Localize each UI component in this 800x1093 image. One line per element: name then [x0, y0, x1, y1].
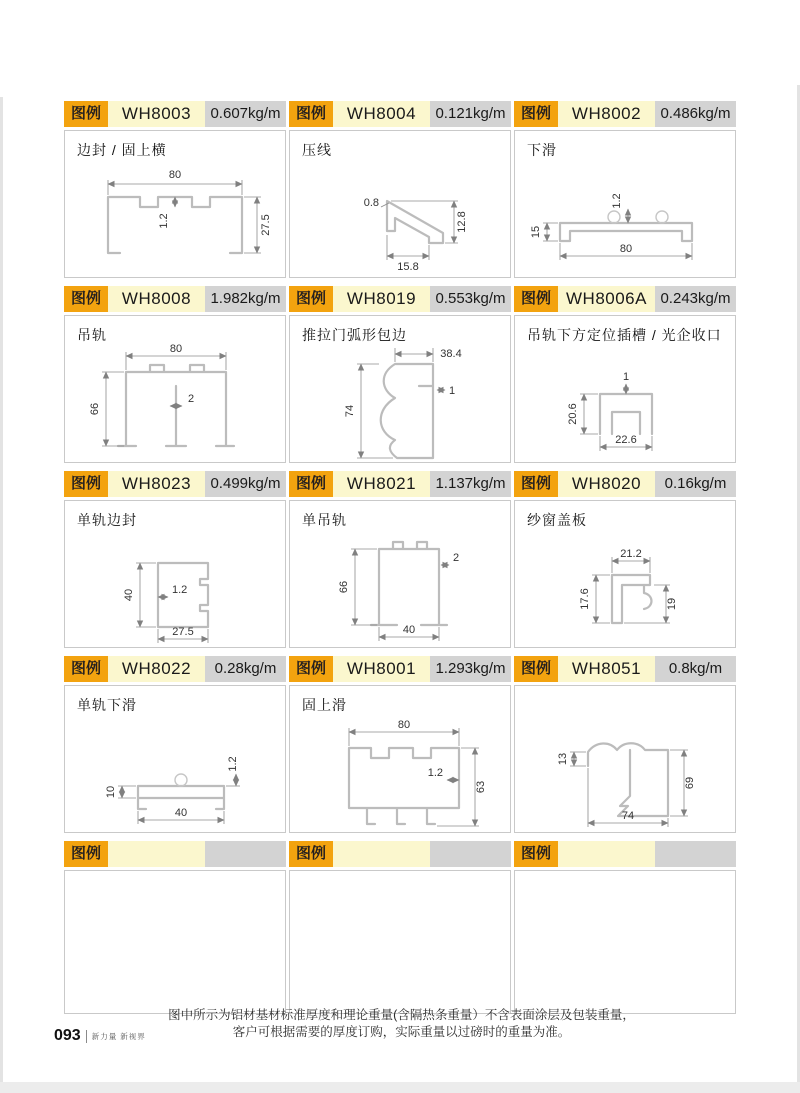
card-header	[289, 656, 511, 682]
dim-label-left: 17.6	[579, 588, 591, 610]
empty-card	[514, 841, 736, 1014]
profile-drawing	[291, 527, 509, 645]
profile-drawing	[66, 527, 284, 645]
legend-cell: 图例	[64, 101, 108, 127]
catalog-card	[514, 656, 736, 833]
dim-label-left: 74	[344, 404, 356, 418]
profile-drawing	[66, 342, 284, 460]
model-cell-empty	[333, 841, 430, 867]
dim-label-top: 80	[397, 719, 411, 731]
dim-label-bottom: 40	[174, 807, 188, 819]
profile-title: 推拉门弧形包边	[302, 327, 407, 343]
profile-title: 压线	[302, 142, 332, 158]
model-cell-empty	[558, 841, 655, 867]
weight-cell: 0.8kg/m	[655, 656, 736, 682]
weight-cell: 0.607kg/m	[205, 101, 286, 127]
dim-label-top: 1	[622, 371, 630, 383]
weight-cell: 1.982kg/m	[205, 286, 286, 312]
card-header	[514, 471, 736, 497]
weight-cell: 1.137kg/m	[430, 471, 511, 497]
profile-drawing	[516, 157, 734, 275]
model-cell: WH8051	[558, 656, 655, 682]
card-header	[289, 101, 511, 127]
legend-cell: 图例	[289, 656, 333, 682]
page-number-divider	[86, 1030, 87, 1043]
legend-cell: 图例	[289, 841, 333, 867]
weight-cell: 0.28kg/m	[205, 656, 286, 682]
dim-label-top: 80	[168, 169, 182, 181]
dim-label-top: 21.2	[620, 548, 642, 560]
card-header	[289, 471, 511, 497]
profile-title: 单轨边封	[77, 512, 137, 528]
card-body	[64, 685, 286, 833]
card-header	[64, 841, 286, 867]
weight-cell: 0.243kg/m	[655, 286, 736, 312]
dim-label-left: 0.8	[363, 197, 379, 209]
dim-label-mid: 1.2	[427, 767, 443, 779]
card-body	[289, 130, 511, 278]
model-cell: WH8003	[108, 101, 205, 127]
page-number: 093	[54, 1027, 81, 1044]
model-cell: WH8002	[558, 101, 655, 127]
card-body	[289, 500, 511, 648]
dim-label-left: 10	[105, 785, 117, 799]
dim-label-bottom: 27.5	[172, 626, 194, 638]
card-body	[514, 685, 736, 833]
profile-title: 吊轨	[77, 327, 107, 343]
model-cell: WH8008	[108, 286, 205, 312]
catalog-card	[514, 286, 736, 463]
dim-label-right: 27.5	[260, 214, 272, 236]
dim-label-left: 20.6	[567, 403, 579, 425]
card-body	[514, 130, 736, 278]
profile-title: 边封 / 固上横	[77, 142, 167, 158]
catalog-card	[514, 471, 736, 648]
profile-drawing	[516, 527, 734, 645]
legend-cell: 图例	[514, 841, 558, 867]
dim-label-left: 15	[530, 225, 542, 239]
dim-label-mid: 2	[188, 393, 195, 405]
catalog-card	[289, 471, 511, 648]
legend-cell: 图例	[514, 656, 558, 682]
page-edge-shadow-bottom	[0, 1082, 800, 1093]
catalog-card	[289, 101, 511, 278]
dim-label-top: 80	[169, 343, 183, 355]
legend-cell: 图例	[64, 841, 108, 867]
footer-note-line2: 客户可根据需要的厚度订购，实际重量以过磅时的重量为准。	[232, 1025, 571, 1039]
dim-label-mid: 1.2	[227, 756, 239, 772]
legend-cell: 图例	[289, 471, 333, 497]
profile-title: 固上滑	[302, 697, 347, 713]
dim-label-bottom: 40	[402, 624, 416, 636]
legend-cell: 图例	[514, 101, 558, 127]
model-cell: WH8023	[108, 471, 205, 497]
card-header	[64, 656, 286, 682]
card-body	[514, 315, 736, 463]
dim-label-mid: 1.2	[611, 193, 623, 209]
card-header	[514, 101, 736, 127]
weight-cell: 0.121kg/m	[430, 101, 511, 127]
card-header	[514, 656, 736, 682]
legend-cell: 图例	[64, 471, 108, 497]
profile-drawing	[291, 342, 509, 460]
model-cell: WH8004	[333, 101, 430, 127]
catalog-card	[64, 101, 286, 278]
catalog-card	[514, 101, 736, 278]
catalog-card	[64, 471, 286, 648]
catalog-card	[64, 656, 286, 833]
legend-cell: 图例	[64, 656, 108, 682]
weight-cell: 1.293kg/m	[430, 656, 511, 682]
dim-label-top: 38.4	[440, 348, 462, 360]
catalog-card	[289, 656, 511, 833]
dim-label-left: 40	[123, 588, 135, 602]
weight-cell-empty	[205, 841, 286, 867]
card-body	[289, 315, 511, 463]
weight-cell-empty	[430, 841, 511, 867]
footer-note-line1: 图中所示为铝材基材标准厚度和理论重量(含隔热条重量）不含表面涂层及包装重量，	[168, 1008, 635, 1022]
empty-card	[64, 841, 286, 1014]
card-header	[514, 286, 736, 312]
dim-label-left: 66	[89, 402, 101, 416]
page-edge-shadow-left	[0, 97, 3, 1093]
model-cell: WH8021	[333, 471, 430, 497]
profile-title: 下滑	[527, 142, 557, 158]
profile-drawing	[66, 712, 284, 830]
dim-label-mid: 1.2	[172, 584, 188, 596]
profile-title: 单轨下滑	[77, 697, 137, 713]
dim-label-mid: 1.2	[158, 213, 170, 229]
card-header	[64, 286, 286, 312]
card-body	[64, 130, 286, 278]
profile-title: 单吊轨	[302, 512, 347, 528]
card-header	[289, 286, 511, 312]
legend-cell: 图例	[514, 471, 558, 497]
footer-note	[64, 1007, 739, 1041]
dim-label-left: 66	[338, 580, 350, 594]
catalog-card	[289, 286, 511, 463]
dim-label-left: 13	[557, 752, 569, 766]
card-body-empty	[514, 870, 736, 1014]
weight-cell: 0.16kg/m	[655, 471, 736, 497]
dim-label-bottom: 15.8	[397, 261, 419, 273]
dim-label-right: 12.8	[456, 211, 468, 233]
dim-label-mid: 2	[453, 552, 460, 564]
model-cell: WH8019	[333, 286, 430, 312]
card-body-empty	[64, 870, 286, 1014]
profile-grid	[64, 101, 739, 1022]
card-body	[514, 500, 736, 648]
dim-label-right: 19	[666, 597, 678, 611]
dim-label-bottom: 80	[619, 243, 633, 255]
card-body	[64, 500, 286, 648]
profile-drawing	[66, 157, 284, 275]
weight-cell: 0.553kg/m	[430, 286, 511, 312]
model-cell: WH8022	[108, 656, 205, 682]
dim-label-bottom: 22.6	[615, 434, 637, 446]
dim-label-bottom: 74	[621, 810, 635, 822]
profile-drawing	[291, 157, 509, 275]
weight-cell: 0.486kg/m	[655, 101, 736, 127]
model-cell: WH8020	[558, 471, 655, 497]
card-body	[289, 685, 511, 833]
card-header	[514, 841, 736, 867]
card-header	[289, 841, 511, 867]
legend-cell: 图例	[289, 101, 333, 127]
page-number-block	[54, 1027, 146, 1045]
legend-cell: 图例	[289, 286, 333, 312]
profile-drawing	[291, 712, 509, 830]
dim-label-right: 63	[475, 780, 487, 794]
model-cell: WH8006A	[558, 286, 655, 312]
dim-label-right: 1	[449, 385, 456, 397]
dim-label-right: 69	[684, 776, 696, 790]
empty-card	[289, 841, 511, 1014]
card-body-empty	[289, 870, 511, 1014]
profile-drawing	[516, 712, 734, 830]
legend-cell: 图例	[514, 286, 558, 312]
weight-cell-empty	[655, 841, 736, 867]
model-cell-empty	[108, 841, 205, 867]
weight-cell: 0.499kg/m	[205, 471, 286, 497]
legend-cell: 图例	[64, 286, 108, 312]
profile-title: 纱窗盖板	[527, 512, 587, 528]
catalog-card	[64, 286, 286, 463]
profile-title: 吊轨下方定位插槽 / 光企收口	[527, 327, 722, 343]
card-header	[64, 101, 286, 127]
card-body	[64, 315, 286, 463]
profile-drawing	[516, 342, 734, 460]
brand-tagline: 新力量 新视界	[91, 1031, 146, 1041]
card-header	[64, 471, 286, 497]
model-cell: WH8001	[333, 656, 430, 682]
